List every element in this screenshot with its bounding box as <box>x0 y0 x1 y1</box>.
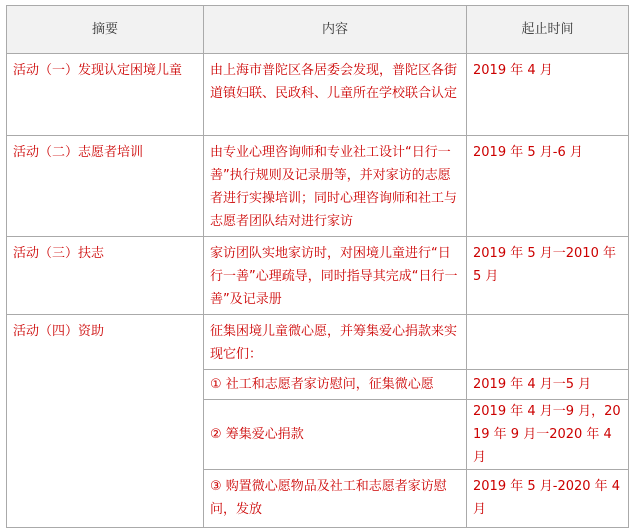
sub-row-period: 2019 年 5 月-2020 年 4 月 <box>467 470 629 528</box>
table-row <box>7 237 629 315</box>
sub-row-content: ① 社工和志愿者家访慰问，征集微心愿 <box>204 370 467 400</box>
sub-row-period: 2019 年 4 月一5 月 <box>467 370 629 400</box>
row-content: 由专业心理咨询师和专业社工设计“日行一善”执行规则及记录册等，并对家访的志愿者进行实操培训；同时心理咨询师和社工与志愿者团队结对进行家访 <box>204 136 467 237</box>
row-summary: 活动（二）志愿者培训 <box>7 136 204 237</box>
sub-row-content: ② 筹集爱心捐款 <box>204 400 467 470</box>
row-period: 2019 年 5 月-6 月 <box>467 136 629 237</box>
activity-table <box>6 5 629 528</box>
table-row <box>7 315 629 370</box>
header-content: 内容 <box>204 6 467 54</box>
row-content: 由上海市普陀区各居委会发现，普陀区各街道镇妇联、民政科、儿童所在学校联合认定 <box>204 54 467 136</box>
table-header-row <box>7 6 629 54</box>
row-summary: 活动（四）资助 <box>7 315 204 528</box>
row-summary: 活动（一）发现认定困境儿童 <box>7 54 204 136</box>
table-row <box>7 54 629 136</box>
header-summary: 摘要 <box>7 6 204 54</box>
table-row <box>7 136 629 237</box>
row-period <box>467 315 629 370</box>
row-summary: 活动（三）扶志 <box>7 237 204 315</box>
row-period: 2019 年 4 月 <box>467 54 629 136</box>
row-period: 2019 年 5 月一2010 年 5 月 <box>467 237 629 315</box>
sub-row-content: ③ 购置微心愿物品及社工和志愿者家访慰问，发放 <box>204 470 467 528</box>
row-content: 家访团队实地家访时，对困境儿童进行“日行一善”心理疏导，同时指导其完成“日行一善”及记录册 <box>204 237 467 315</box>
sub-row-period: 2019 年 4 月一9 月，2019 年 9 月一2020 年 4 月 <box>467 400 629 470</box>
row-content: 征集困境儿童微心愿，并筹集爱心捐款来实现它们： <box>204 315 467 370</box>
header-period: 起止时间 <box>467 6 629 54</box>
